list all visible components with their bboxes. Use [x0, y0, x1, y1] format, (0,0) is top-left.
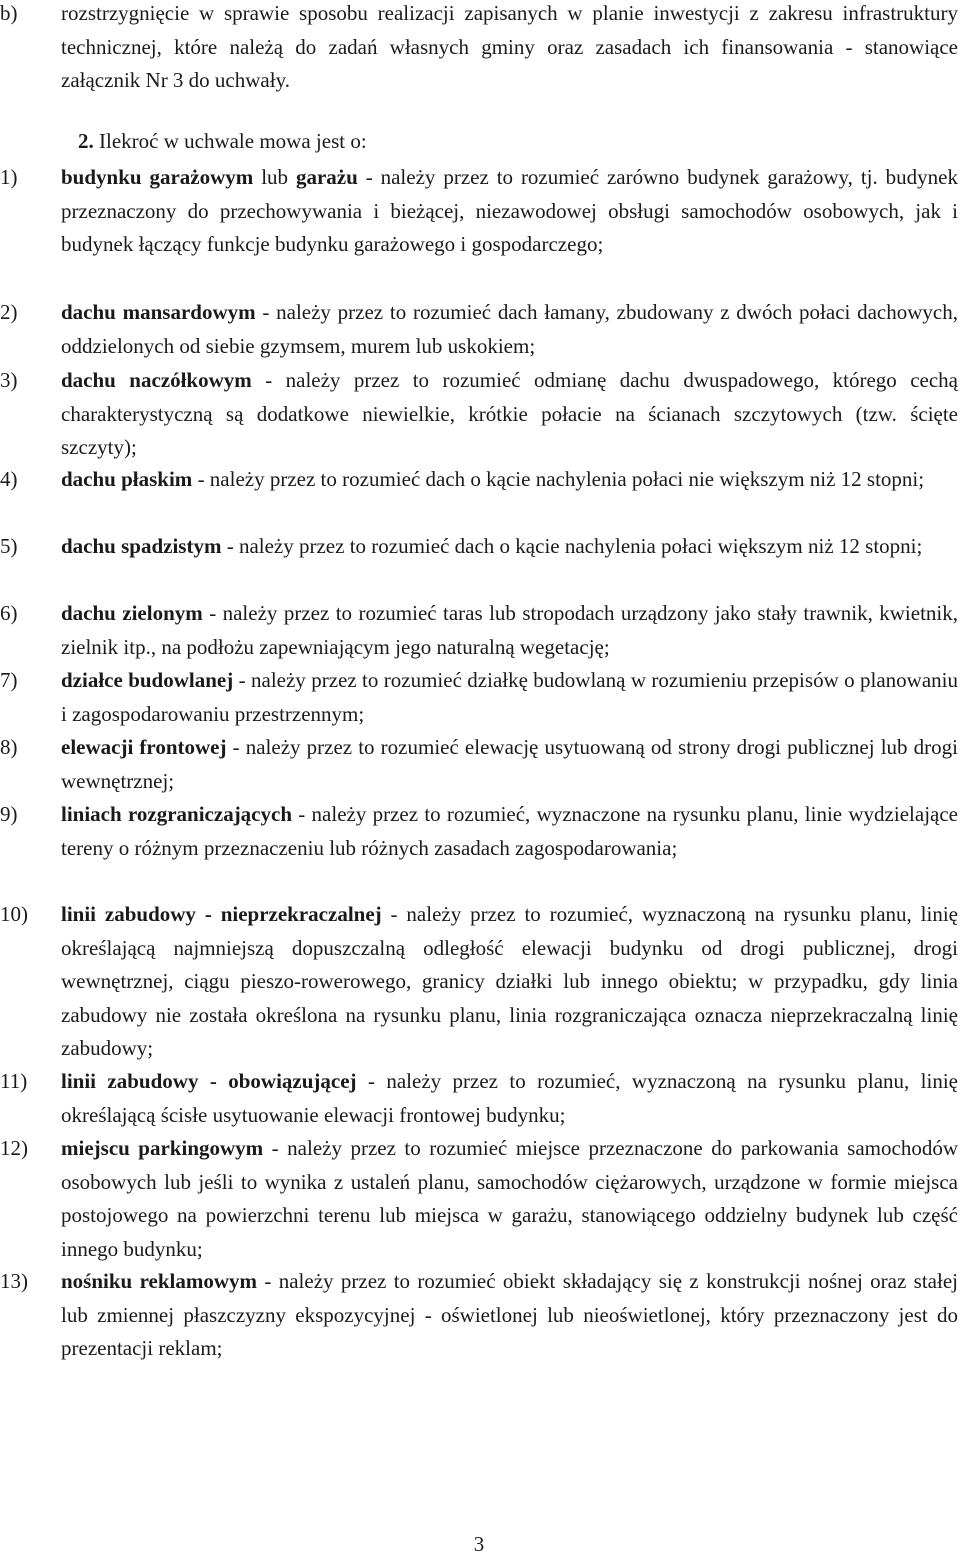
definition-body: [61, 731, 958, 798]
defined-term: garażu: [295, 165, 358, 189]
definition-body: [61, 1132, 958, 1266]
definition-item: [0, 898, 958, 1066]
defined-term: linii zabudowy - nieprzekraczalnej: [61, 902, 382, 926]
definition-body: [61, 597, 958, 664]
definition-item: [0, 1065, 958, 1132]
definition-text: - należy przez to rozumieć zarówno budynek garażowy, tj. budynek przeznaczony do przechowywania i bieżącej, niezawodowej obsługi samochodów osobowych, jak i budynek łączący funkcje budynku garażowego i gospodarczego;: [61, 165, 958, 257]
definition-body: [61, 798, 958, 865]
definition-item: [0, 1265, 958, 1366]
definition-body: [61, 530, 958, 564]
defined-term: działce budowlanej: [61, 668, 234, 692]
intro-item: [0, 0, 958, 98]
intro-label: b): [0, 1, 18, 25]
definition-connector: lub: [253, 165, 296, 189]
definition-text: - należy przez to rozumieć, wyznaczone na rysunku planu, linie wydzielające tereny o różnym przeznaczeniu lub różnych zasadach zagospodarowania;: [61, 802, 958, 860]
defined-term: miejscu parkingowym: [61, 1136, 264, 1160]
definition-number: 2): [0, 300, 18, 324]
definition-item: [0, 296, 958, 363]
defined-term: liniach rozgraniczających: [61, 802, 293, 826]
defined-term: elewacji frontowej: [61, 735, 227, 759]
definition-number: 5): [0, 534, 18, 558]
definition-text: - należy przez to rozumieć dach o kącie nachylenia połaci nie większym niż 12 stopni;: [192, 467, 925, 491]
section-number: 2.: [78, 129, 94, 153]
definition-item: [0, 664, 958, 731]
defined-term: nośniku reklamowym: [61, 1269, 258, 1293]
definition-text: - należy przez to rozumieć dach łamany, zbudowany z dwóch połaci dachowych, oddzielonych od siebie gzymsem, murem lub uskokiem;: [61, 300, 958, 358]
definition-item: [0, 161, 958, 262]
definition-number: 8): [0, 735, 18, 759]
definition-number: 1): [0, 165, 18, 189]
definition-text: - należy przez to rozumieć, wyznaczoną na rysunku planu, linię określającą ścisłe usytuowanie elewacji frontowej budynku;: [61, 1069, 958, 1127]
definition-number: 6): [0, 601, 18, 625]
defined-term: linii zabudowy - obowiązującej: [61, 1069, 357, 1093]
definition-item: [0, 731, 958, 798]
intro-text: rozstrzygnięcie w sprawie sposobu realizacji zapisanych w planie inwestycji z zakresu infrastruktury technicznej, które należą do zadań własnych gminy oraz zasadach ich finansowania - stanowiące załącznik Nr 3 do uchwały.: [61, 1, 958, 93]
definition-item: [0, 1132, 958, 1266]
definition-number: 11): [0, 1069, 28, 1093]
defined-term: dachu zielonym: [61, 601, 203, 625]
definition-number: 13): [0, 1269, 28, 1293]
definition-body: [61, 898, 958, 1066]
definition-text: - należy przez to rozumieć taras lub stropodach urządzony jako stały trawnik, kwietnik, zielnik itp., na podłożu zapewniającym jego naturalną wegetację;: [61, 601, 958, 659]
defined-term: dachu spadzistym: [61, 534, 222, 558]
definition-item: [0, 530, 958, 564]
definition-number: 4): [0, 467, 18, 491]
definition-text: - należy przez to rozumieć odmianę dachu dwuspadowego, którego cechą charakterystyczną są dodatkowe niewielkie, krótkie połacie na ścianach szczytowych (tzw. ścięte szczyty);: [61, 368, 958, 460]
definition-number: 9): [0, 802, 18, 826]
definition-number: 7): [0, 668, 18, 692]
definition-number: 12): [0, 1136, 28, 1160]
defined-term: dachu naczółkowym: [61, 368, 252, 392]
definition-item: [0, 364, 958, 465]
definition-text: - należy przez to rozumieć miejsce przeznaczone do parkowania samochodów osobowych lub jeśli to wynika z ustaleń planu, samochodów ciężarowych, urządzone w formie miejsca postojowego na powierzchni terenu lub miejsca w garażu, stanowiącego oddzielny budynek lub część innego budynku;: [61, 1136, 958, 1261]
defined-term: dachu mansardowym: [61, 300, 256, 324]
definition-number: 10): [0, 902, 28, 926]
section-text: Ilekroć w uchwale mowa jest o:: [99, 129, 367, 153]
definition-body: [61, 1265, 958, 1366]
definition-text: - należy przez to rozumieć działkę budowlaną w rozumieniu przepisów o planowaniu i zagospodarowaniu przestrzennym;: [61, 668, 958, 726]
definition-body: [61, 463, 958, 497]
definition-item: [0, 597, 958, 664]
definition-text: - należy przez to rozumieć dach o kącie nachylenia połaci większym niż 12 stopni;: [221, 534, 923, 558]
defined-term: dachu płaskim: [61, 467, 193, 491]
definition-text: - należy przez to rozumieć obiekt składający się z konstrukcji nośnej oraz stałej lub zmiennej płaszczyzny ekspozycyjnej - oświetlonej lub nieoświetlonej, który przeznaczony jest do prezentacji reklam;: [61, 1269, 958, 1361]
definition-item: [0, 463, 958, 497]
page-number: 3: [473, 1532, 485, 1556]
definition-body: [61, 296, 958, 363]
definition-number: 3): [0, 368, 18, 392]
definition-body: [61, 161, 958, 262]
section-heading: [78, 125, 367, 159]
definition-text: - należy przez to rozumieć elewację usytuowaną od strony drogi publicznej lub drogi wewnętrznej;: [61, 735, 958, 793]
definition-body: [61, 1065, 958, 1132]
definition-body: [61, 364, 958, 465]
definition-text: - należy przez to rozumieć, wyznaczoną na rysunku planu, linię określającą najmniejszą dopuszczalną odległość elewacji budynku od drogi publicznej, drogi wewnętrznej, ciągu pieszo-rowerowego, granicy działki lub innego obiektu; w przypadku, gdy linia zabudowy nie została określona na rysunku planu, linia rozgraniczająca oznacza nieprzekraczalną linię zabudowy;: [61, 902, 958, 1061]
definition-item: [0, 798, 958, 865]
definition-body: [61, 664, 958, 731]
defined-term: budynku garażowym: [61, 165, 254, 189]
